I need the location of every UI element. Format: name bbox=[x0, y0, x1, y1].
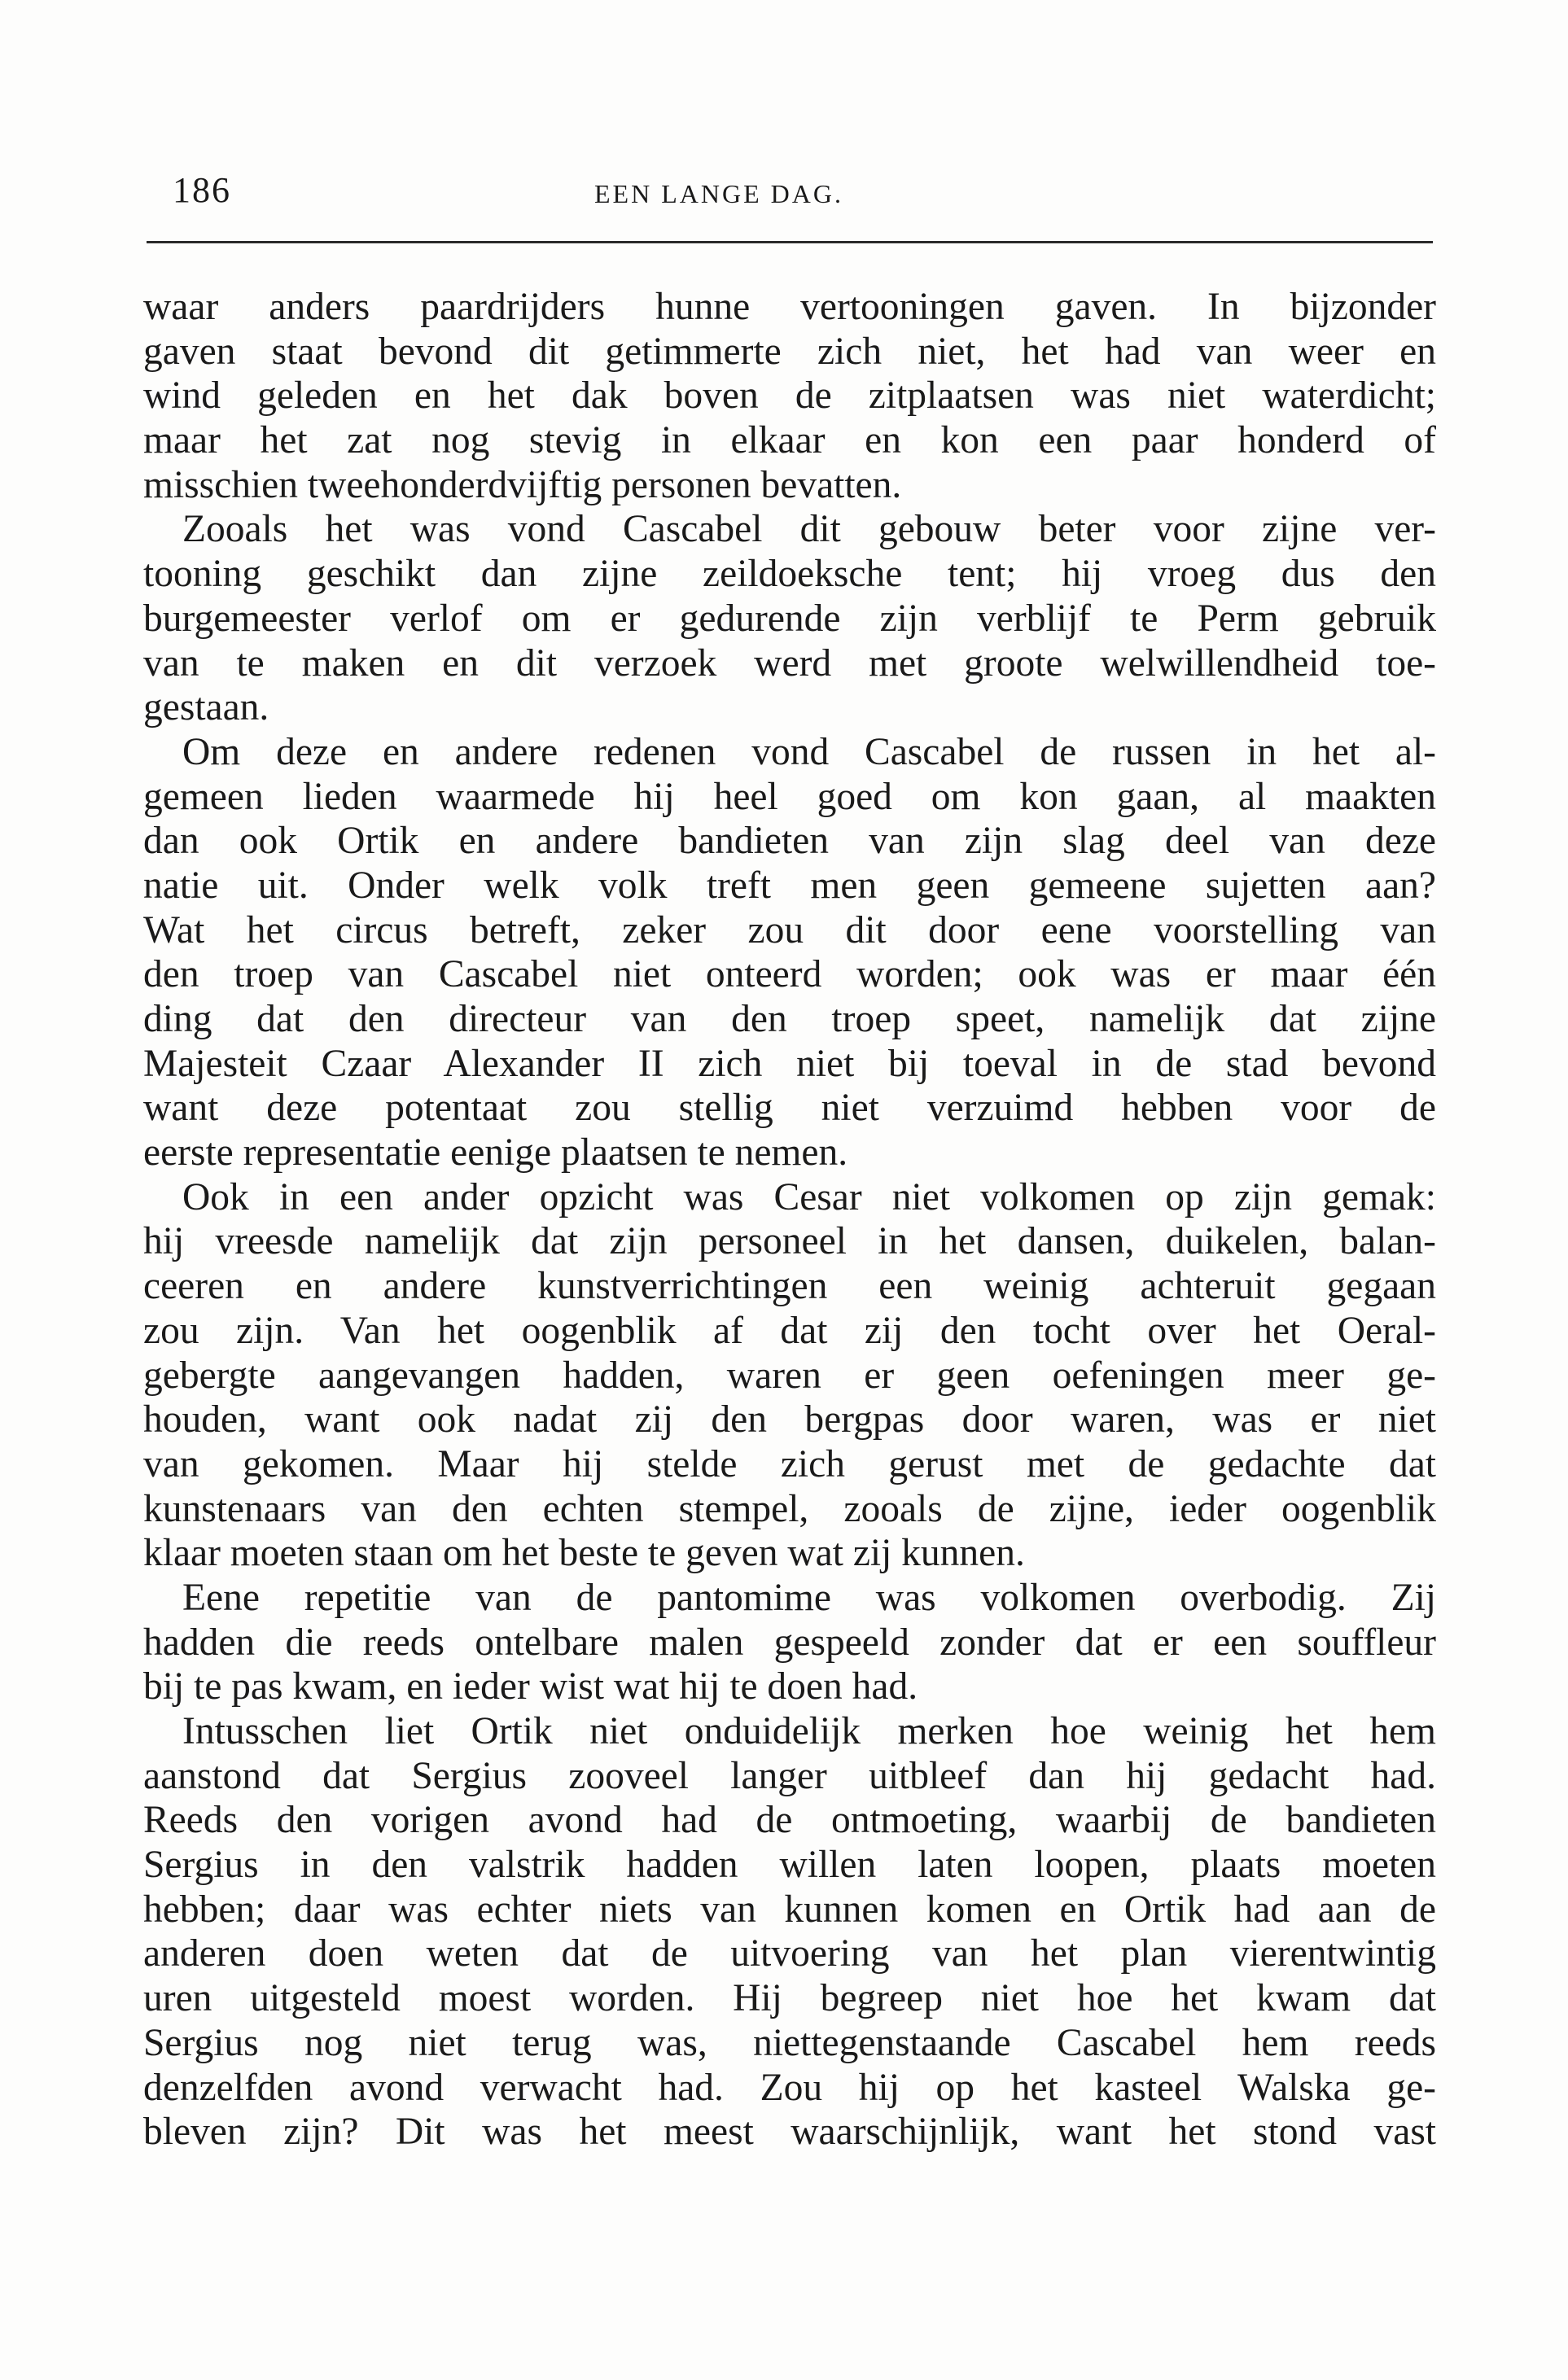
text-line: natie uit. Onder welk volk treft men geen gemeene sujetten aan? bbox=[143, 864, 1436, 907]
text-line: hebben; daar was echter niets van kunnen komen en Ortik had aan de bbox=[143, 1888, 1436, 1931]
page-header bbox=[147, 169, 1433, 218]
text-line: dan ook Ortik en andere bandieten van zijn slag deel van deze bbox=[143, 820, 1436, 863]
text-line: burgemeester verlof om er gedurende zijn verblijf te Perm gebruik bbox=[143, 597, 1436, 640]
text-line: Ook in een ander opzicht was Cesar niet volkomen op zijn gemak: bbox=[182, 1175, 1436, 1218]
text-line: Eene repetitie van de pantomime was volkomen overbodig. Zij bbox=[182, 1576, 1436, 1619]
text-line: aanstond dat Sergius zooveel langer uitbleef dan hij gedacht had. bbox=[143, 1754, 1436, 1797]
text-line: tooning geschikt dan zijne zeildoeksche tent; hij vroeg dus den bbox=[143, 553, 1436, 596]
text-line: klaar moeten staan om het beste te geven wat zij kunnen. bbox=[143, 1532, 1025, 1575]
text-line: Reeds den vorigen avond had de ontmoeting, waarbij de bandieten bbox=[143, 1799, 1436, 1842]
text-line: ceeren en andere kunstverrichtingen een weinig achteruit gegaan bbox=[143, 1265, 1436, 1308]
text-line: den troep van Cascabel niet onteerd worden; ook was er maar één bbox=[143, 953, 1436, 996]
text-line: gestaan. bbox=[143, 686, 269, 729]
text-line: hij vreesde namelijk dat zijn personeel in het dansen, duikelen, balan- bbox=[143, 1220, 1436, 1263]
text-line: ding dat den directeur van den troep speet, namelijk dat zijne bbox=[143, 998, 1436, 1040]
text-line: Zooals het was vond Cascabel dit gebouw beter voor zijne ver- bbox=[182, 508, 1436, 551]
text-line: Wat het circus betreft, zeker zou dit door eene voorstelling van bbox=[143, 908, 1436, 952]
text-line: Majesteit Czaar Alexander II zich niet bij toeval in de stad bevond bbox=[143, 1042, 1436, 1085]
text-line: gaven staat bevond dit getimmerte zich niet, het had van weer en bbox=[143, 330, 1436, 373]
text-line: want deze potentaat zou stellig niet verzuimd hebben voor de bbox=[143, 1087, 1436, 1130]
text-line: Sergius in den valstrik hadden willen laten loopen, plaats moeten bbox=[143, 1844, 1436, 1887]
body-text bbox=[143, 285, 1436, 2155]
page-number: 186 bbox=[173, 170, 231, 210]
text-line: anderen doen weten dat de uitvoering van het plan vierentwintig bbox=[143, 1932, 1436, 1975]
text-line: houden, want ook nadat zij den bergpas door waren, was er niet bbox=[143, 1398, 1436, 1442]
text-line: Om deze en andere redenen vond Cascabel de russen in het al- bbox=[182, 730, 1436, 773]
text-line: misschien tweehonderdvijftig personen bevatten. bbox=[143, 463, 902, 506]
text-line: zou zijn. Van het oogenblik af dat zij den tocht over het Oeral- bbox=[143, 1309, 1436, 1352]
text-line: van gekomen. Maar hij stelde zich gerust met de gedachte dat bbox=[143, 1442, 1436, 1485]
text-line: Sergius nog niet terug was, niettegenstaande Cascabel hem reeds bbox=[143, 2021, 1436, 2064]
text-line: bleven zijn? Dit was het meest waarschijnlijk, want het stond vast bbox=[143, 2111, 1436, 2154]
text-line: van te maken en dit verzoek werd met groote welwillendheid toe- bbox=[143, 641, 1436, 685]
text-line: uren uitgesteld moest worden. Hij begreep niet hoe het kwam dat bbox=[143, 1977, 1436, 2020]
text-line: eerste representatie eenige plaatsen te nemen. bbox=[143, 1131, 848, 1175]
text-line: wind geleden en het dak boven de zitplaatsen was niet waterdicht; bbox=[143, 374, 1436, 418]
running-title: EEN LANGE DAG. bbox=[594, 179, 843, 208]
text-line: gemeen lieden waarmede hij heel goed om kon gaan, al maakten bbox=[143, 775, 1436, 818]
text-line: Intusschen liet Ortik niet onduidelijk merken hoe weinig het hem bbox=[182, 1710, 1436, 1752]
text-line: waar anders paardrijders hunne vertooningen gaven. In bijzonder bbox=[143, 286, 1436, 328]
text-line: kunstenaars van den echten stempel, zooals de zijne, ieder oogenblik bbox=[143, 1487, 1436, 1530]
text-line: denzelfden avond verwacht had. Zou hij op het kasteel Walska ge- bbox=[143, 2066, 1436, 2109]
text-line: bij te pas kwam, en ieder wist wat hij te doen had. bbox=[143, 1665, 918, 1708]
header-rule bbox=[147, 241, 1433, 243]
text-line: maar het zat nog stevig in elkaar en kon een paar honderd of bbox=[143, 419, 1436, 462]
text-line: hadden die reeds ontelbare malen gespeeld zonder dat er een souffleur bbox=[143, 1621, 1436, 1664]
text-line: gebergte aangevangen hadden, waren er geen oefeningen meer ge- bbox=[143, 1354, 1436, 1397]
